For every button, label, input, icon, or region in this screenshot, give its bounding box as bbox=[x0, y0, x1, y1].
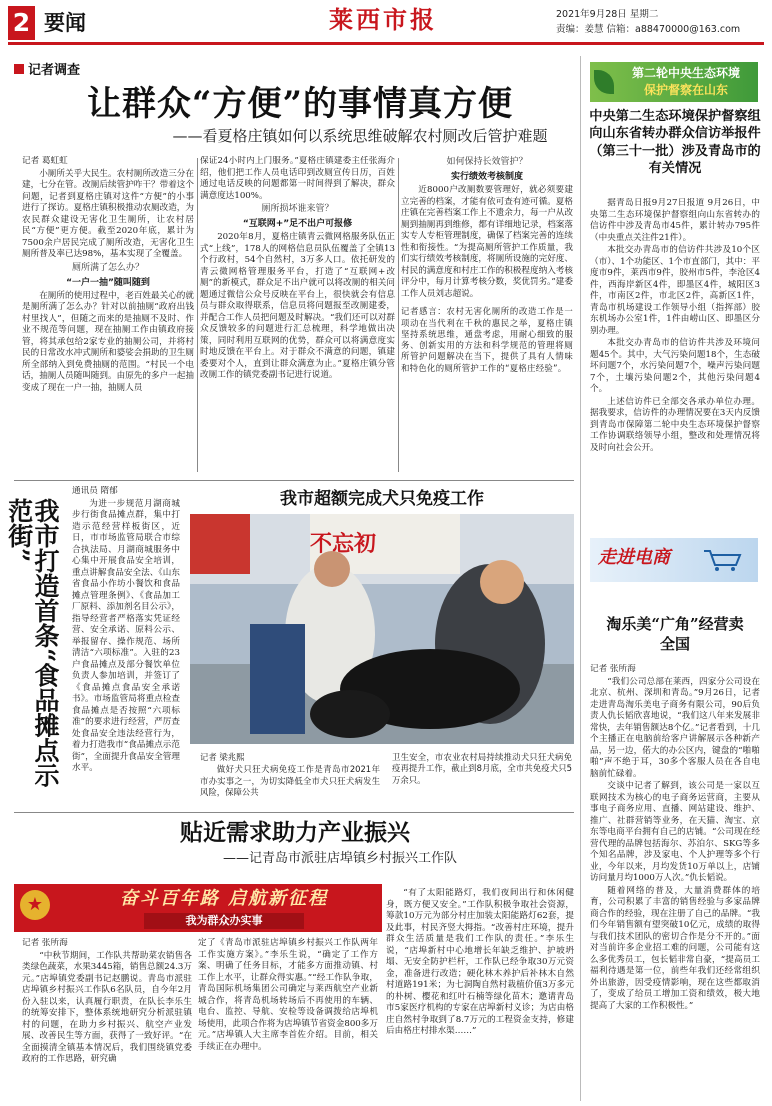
banner-sub-text: 我为群众办实事 bbox=[144, 913, 304, 929]
section-rule bbox=[14, 812, 574, 813]
col-divider bbox=[398, 158, 399, 472]
dog-caption-text1: 做好犬只狂犬病免疫工作是青岛市2021年市办实事之一，为切实降低全市犬只狂犬病发生风险，保障公共 bbox=[200, 764, 380, 797]
village-col2 bbox=[198, 888, 378, 1100]
main-col3-p1: 近8000户改厕数要管理好，就必须要建立完善的档案，才能有依可查有迹可循。夏格庄镇在完善档案工作上不遗余力，每一户从改厕到抽厕再到维修，都有详细地记录，档案落实专人专柜管理制度，确保了档案完善的连续性和衔接性。“为提高厕所管护工作质量，我们实行绩效考核制度，将厕所设施的完好度、村民的满意度和村庄工作的积极程度纳入考核评分中，每月计算考核分数，奖优罚劣。”建委工作人员刘志超说。 bbox=[401, 185, 573, 299]
ecommerce-body bbox=[590, 664, 760, 1102]
cart-svg bbox=[702, 548, 744, 572]
env-banner-line2: 保护督察在山东 bbox=[643, 83, 728, 97]
env-banner-line1: 第二轮中央生态环境 bbox=[631, 66, 740, 80]
section-rule bbox=[14, 480, 574, 481]
report-tag bbox=[14, 62, 80, 79]
banner-leaf-icon bbox=[594, 70, 614, 94]
village-byline: 记者 张所海 bbox=[22, 938, 68, 948]
food-vertical-title bbox=[4, 498, 60, 798]
food-col bbox=[72, 486, 180, 798]
col-divider bbox=[197, 158, 198, 472]
ecommerce-byline: 记者 张所海 bbox=[590, 664, 636, 674]
page-number-box bbox=[8, 6, 35, 40]
dog-caption-text2: 卫生安全，市农业农村局持续推动犬只狂犬病免疫再提升工作，截止到8月底，全市共免疫犬只5万余只。 bbox=[392, 752, 572, 785]
village-col3 bbox=[386, 888, 574, 1100]
main-col1-p1: 小厕所关乎大民生。农村厕所改造三分在建，七分在管。改厕后续管护咋干？带着这个问题，记者到夏格庄镇对这件“方便”的小事进行了探访。夏格庄镇积极推动农厕改造，为农民群众建设无害化卫生厕所，让农村居民“方便”更方便。截至2020年底，累计为7500余户居民完成了厕所改造，无害化卫生厕所普及率已达98%，基本实现了全覆盖。 bbox=[22, 168, 194, 260]
tag-square-icon bbox=[14, 64, 24, 74]
issue-date: 2021年9月28日 星期二 bbox=[556, 9, 659, 20]
env-p2: 本批交办青岛市的信访件共涉及10个区（市）、1个功能区、1个市直部门，其中：平度市9件，莱西市9件，胶州市5件，李沧区4件，西海岸新区4件，即墨区4件，城阳区3件，市南区2件，市北区2件，高新区1件，青岛市机场建设工作领导小组（指挥部）胶东机场办公室1件，1件由崂山区、即墨区分别办理。 bbox=[590, 245, 760, 336]
right-col-divider bbox=[580, 56, 581, 1101]
food-byline: 通讯员 隋郁 bbox=[72, 486, 118, 496]
sec2-head: 厕所损坏谁来管？ bbox=[261, 204, 334, 215]
tag-label: 记者调查 bbox=[28, 63, 81, 78]
dog-photo bbox=[190, 514, 574, 744]
shopping-cart-icon bbox=[702, 548, 744, 572]
main-col3 bbox=[401, 156, 573, 474]
ecommerce-title: 淘乐美“广角”经营卖全国 bbox=[606, 615, 744, 654]
village-col1-text: “中秋节期间，工作队共帮助菜农销售各类绿色蔬菜，水果3445箱，销售总额24.3万元。”店埠镇党委副书记赵鹏说。青岛市派驻店埠镇乡村振兴工作队6名队员，自今年2月份入驻以来，认真履行职责，在队长李乐生的统筹安排下，整体系统地研究分析派驻镇村的问题，在助力乡村振兴、航空产业发展、改善民生等方面，获得了一致好评。“在全面摸清全镇基本情况后，我们围绕镇党委政府的工作思路，研究确 bbox=[22, 950, 192, 1065]
ecommerce-p3: 随着网络的普及，大量消费群体的培育，公司积累了丰富的销售经验与多家品牌商合作的经验，现在注册了自己的品牌。“我们今年销售额有望突破10亿元，成绩的取得与我们技术团队的密切合作是分不开的。”面对当前许多企业招工难的问题，公司能有这么多优秀员工，包长韬非常自豪，“提高员工福利待遇是第一位，前些年我们还经常组织外出旅游，因受疫情影响，现在这些都取消了，变成了给员工增加工资和绩效，极大地提高了大家的工作积极性。” bbox=[590, 885, 760, 1011]
env-title: 中央第二生态环境保护督察组向山东省转办群众信访举报件（第三十一批）涉及青岛市的有关情况 bbox=[589, 109, 761, 177]
sec2-sub: “互联网+”足不出户可报修 bbox=[242, 219, 353, 230]
dog-caption1 bbox=[200, 752, 380, 812]
main-col2-p1: 保证24小时内上门服务。”夏格庄镇建委主任张海介绍，他们把工作人员电话印到改厕宣传日历，百姓通过电话反映的问题都第一时间得到了解决，群众满意度达100%。 bbox=[200, 156, 395, 201]
sec3-sub: 实行绩效考核制度 bbox=[450, 172, 523, 183]
main-col1 bbox=[22, 156, 194, 474]
party-emblem-icon: ★ bbox=[20, 890, 50, 920]
food-title-text: 我市打造首条“食品摊点示范街” bbox=[4, 498, 60, 788]
sec3-head: 如何保持长效管护？ bbox=[446, 157, 528, 167]
banner-main-text: 奋斗百年路 启航新征程 bbox=[119, 888, 329, 909]
village-title: 贴近需求助力产业振兴 bbox=[180, 819, 410, 846]
header-rule bbox=[8, 42, 764, 45]
ecommerce-banner-text: 走进电商 bbox=[598, 547, 670, 568]
food-body: 为进一步规范月湖商城步行街食品摊点群，集中打造示范经营样板街区，近日，市市场监管局联合市综合执法局、月湖商城服务中心集中开展食品安全培训，重点讲解食品安全法、《山东省食品小作坊小餐饮和食品摊点管理条例》、《食品加工厂原料、添加剂名目公示》，指导经营者严格落实凭证经营、安全承诺、原料公示、举报留存、操作规范、场所清洁“六项标准”。入驻的23户食品摊点及部分餐饮单位负责人参加培训，并签订了《食品摊点食品安全承诺书》。市场监管局将重点检查食品摊点是否按照“六项标准”的要求进行经营，严厉查处食品安全违法经营行为，着力打造我市“食品摊点示范街”，全面提升食品安全管理水平。 bbox=[72, 498, 180, 774]
main-title: 让群众“方便”的事情真方便 bbox=[86, 84, 514, 124]
dog-title: 我市超额完成犬只免疫工作 bbox=[280, 489, 484, 509]
env-body bbox=[590, 198, 760, 528]
village-col1 bbox=[22, 938, 192, 1100]
village-subtitle: ——记青岛市派驻店埠镇乡村振兴工作队 bbox=[222, 851, 457, 866]
reporter-comment: 记者感言：农村无害化厕所的改造工作是一项动在当代利在千秋的惠民之举，夏格庄镇坚持系统思维，通盘考虑，用耐心细致的服务、创新实用的方法和科学规范的管理将厕所管护问题解决在当下，提供了具有人情味和特色化的厕所管护工作的“夏格庄经验”。 bbox=[401, 306, 573, 373]
dog-photo-banner: 不忘初 bbox=[310, 532, 377, 557]
env-p3: 本批交办青岛市的信访件共涉及环境问题45个。其中，大气污染问题18个，生态破坏问题7个，水污染问题7个，噪声污染问题7个，土壤污染问题2个，其他污染问题4个。 bbox=[590, 338, 760, 395]
env-p4: 上述信访件已全部交各承办单位办理。据我要求，信访件的办理情况要在3天内反馈到青岛市保障第二轮中央生态环境保护督察工作协调联络领导小组，整改和处理情况将及时向社会公开。 bbox=[590, 396, 760, 453]
env-banner bbox=[590, 62, 758, 102]
main-subtitle: ——看夏格庄镇如何以系统思维破解农村厕改后管护难题 bbox=[172, 127, 548, 145]
dog-caption2 bbox=[392, 752, 572, 812]
ecommerce-p1: “我们公司总部在莱西，四家分公司设在北京、杭州、深圳和青岛。”9月26日，记者走进青岛淘乐美电子商务有限公司，90后负责人仇长韬欣喜地说，“我们这八年来发展非常快，去年销售额达8个亿。”记者看到，十几个主播正在电脑前给客户讲解展示各种新产品，另一边，偌大的办公区内，键盘的“啪啪啪”声不绝于耳，30多个客服人员在各自电脑前忙碌着。 bbox=[590, 676, 760, 779]
village-col3-text: “有了太阳能路灯，我们夜间出行和休闲健身，既方便又安全。”工作队积极争取社会资源，筹款10万元为部分村庄加装太阳能路灯62套，提及此事，村民齐竖大拇指。“改善村庄环境，提升群众生活质量是我们工作队的责任。”李乐生说，“店埠新村中心地增长年缺乏维护、护坡坍塌、无安全防护栏杆，工作队已经争取30万元资金，准备进行改造；硬化林木养护后补林木自然村道路191米；为七洞陶自然村栽植价值3万多元的朴树、樱花和红叶石楠等绿化苗木；邀请青岛市5家医疗机构的专家在店埠新村义诊；为店由格庄自然村争取到了8.7万元的工程资金支持，修建后由格庄村排水渠……” bbox=[386, 888, 574, 1037]
page-number: 2 bbox=[12, 8, 31, 37]
dog-byline: 记者 梁兆熙 bbox=[200, 752, 245, 762]
village-col2-text: 定了《青岛市派驻店埠镇乡村振兴工作队两年工作实施方案》。”李乐生说，“确定了工作方案、明确了任务目标，才能多方面推动镇、村工作上水平，让群众得实惠。”“经工作队争取，青岛国际机场集团公司确定与莱西航空产业新城合作，将青岛机场转场后不再使用的车辆、电台、监控、导航、安检等设备调拨给店埠机场使用，此项合作将为店埠镇节省资金800多万元。”店埠镇人大主席李首佐介绍。目前，相关手续正在办理中。 bbox=[198, 938, 378, 1052]
main-col2 bbox=[200, 156, 395, 474]
sec1-head: 厕所满了怎么办？ bbox=[71, 262, 144, 273]
main-col2-p2: 2020年8月，夏格庄镇青云微网格服务队伍正式“上线”，178人的网格信息员队伍覆盖了全镇13个行政村，54个自然村，3万多人口。依托研发的青云微网格管理服务平台，打造了“互联网+改厕”的新模式，群众足不出户就可以将改厕的相关问题通过微信公众号反映在平台上，很快就会有信息员与群众取得联系，信息员将问题报至改厕建委，并配合工作人员把问题及时解决。“我们还可以对群众反馈较多的问题进行汇总梳理，科学地做出决策，同时利用互联网的优势，群众可以将满意度实时地反馈在平台上。对于群众不满意的问题，镇建委要对个人，直到让群众满意为止。”夏格庄镇分管改厕工作的镇党委副书记进行说道。 bbox=[200, 232, 395, 381]
sec1-sub: “一户一抽”随叫随到 bbox=[66, 277, 150, 288]
section-name: 要闻 bbox=[44, 11, 86, 35]
ecommerce-banner bbox=[590, 538, 758, 582]
env-p1: 据青岛日报9月27日报道 9月26日，中央第二生态环境保护督察组向山东省转办的信访件中涉及青岛市45件，累计转办795件（中央重点关注件21件）。 bbox=[590, 198, 760, 243]
masthead: 莱西市报 bbox=[329, 5, 437, 34]
main-col1-p2: 在厕所的使用过程中，老百姓最关心的就是厕所满了怎么办？针对以前抽厕“政府出钱村里找人”，但随之而来的是抽厕不及时、作业不规范等问题，现在抽厕工作由镇政府接管，将其承包给2家专业的抽厕公司，并将村民的日常改水冲式厕所和婆娑会捐助的卫生厕所全部纳入到免费抽厕的范围。“村民一个电话，抽厕人员随叫随到。由原先的多户一起抽变成了现在一户一抽，抽厕人员 bbox=[22, 290, 194, 393]
editors: 责编：姜慧 信箱：a88470000@163.com bbox=[556, 24, 741, 35]
main-byline: 记者 葛虹虹 bbox=[22, 156, 68, 166]
ecommerce-p2: 交谈中记者了解到，该公司是一家以互联网技术为核心的电子商务运营商，主要从事电子商务应用、直播、网站建设、维护、推广、社群营销等业务，在天猫、淘宝、京东等电商平台拥有自己的店铺。“公司现在经营代理的品牌包括海尔、苏泊尔、SKG等多个知名品牌，涉及家电、个人护理等多个行业，今年以来，月均发货10万单以上，店铺访问量月均1000万人次。”仇长韬说。 bbox=[590, 781, 760, 884]
dog-photo-image bbox=[190, 514, 574, 744]
